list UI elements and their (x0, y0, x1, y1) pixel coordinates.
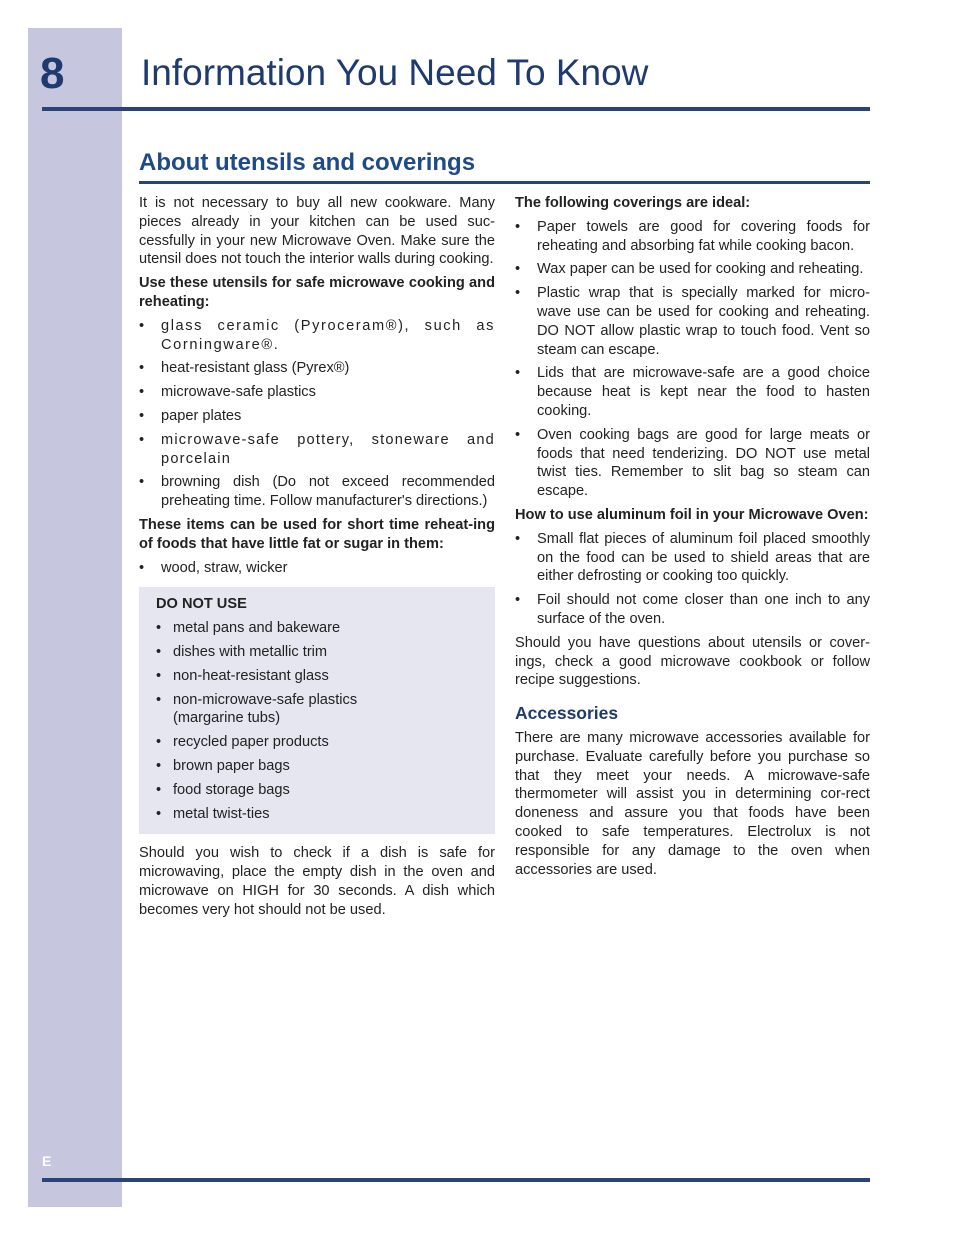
list-item: • recycled paper products (156, 733, 483, 752)
questions-paragraph: Should you have questions about utensils or cover-ings, check a good microwave cookbook or follow recipe suggestions. (515, 634, 870, 689)
coverings-heading: The following coverings are ideal: (515, 195, 751, 211)
section-title: About utensils and coverings (139, 149, 476, 176)
list-item: • brown paper bags (156, 757, 483, 776)
list-item: • Oven cooking bags are good for large meats or foods that need tenderizing. DO NOT use metal twist ties. Remember to slit bag so steam can escape. (515, 426, 870, 501)
right-column (515, 194, 870, 884)
footer-rule (42, 1178, 870, 1182)
list-item: • microwave-safe plastics (139, 383, 495, 402)
page-number: 8 (40, 49, 65, 98)
list-item: • metal pans and bakeware (156, 619, 483, 638)
do-not-use-heading: DO NOT USE (156, 596, 247, 613)
list-item: • glass ceramic (Pyroceram®), such as Corningware®. (139, 317, 495, 355)
list-item: • Lids that are microwave-safe are a good choice because heat is kept near the food to hasten cooking. (515, 364, 870, 420)
left-sidebar-band (28, 28, 122, 1207)
list-item: • non-microwave-safe plastics (margarine tubs) (156, 691, 483, 729)
intro-paragraph: It is not necessary to buy all new cookware. Many pieces already in your kitchen can be used suc-cessfully in your new Microwave Oven. Make sure the utensil does not touch the interior walls during cooking. (139, 195, 495, 268)
list-item: • food storage bags (156, 781, 483, 800)
list-item: • metal twist-ties (156, 805, 483, 824)
list-item: • Small flat pieces of aluminum foil placed smoothly on the food can be used to shield areas that are either defrosting or cooking too quickly. (515, 530, 870, 586)
list-item: • Paper towels are good for covering foods for reheating and absorbing fat while cooking bacon. (515, 218, 870, 256)
header-rule (42, 107, 870, 111)
left-column (139, 194, 495, 925)
page-title: Information You Need To Know (141, 52, 649, 93)
list-item: • microwave-safe pottery, stoneware and porcelain (139, 431, 495, 469)
list-item: • Plastic wrap that is specially marked for micro-wave use can be used for cooking and reheating. DO NOT allow plastic wrap to touch food. Vent so steam can escape. (515, 284, 870, 359)
list-item: • Foil should not come closer than one inch to any surface of the oven. (515, 591, 870, 629)
list-item: • heat-resistant glass (Pyrex®) (139, 359, 495, 378)
accessories-heading: Accessories (515, 703, 619, 724)
list-item: • wood, straw, wicker (139, 559, 495, 578)
list-item: • non-heat-resistant glass (156, 667, 483, 686)
list-item: • Wax paper can be used for cooking and reheating. (515, 260, 870, 279)
foil-heading: How to use aluminum foil in your Microwave Oven: (515, 506, 869, 523)
accessories-paragraph: There are many microwave accessories available for purchase. Evaluate carefully before you purchase so that they meet your needs. A microwave-safe thermometer will assist you in determining cor-rect doneness and assure you that foods have been cooked to safe temperatures. Electrolux is not responsible for any damage to the oven when accessories are used. (515, 729, 870, 878)
dish-check-paragraph: Should you wish to check if a dish is safe for microwaving, place the empty dish in the oven and microwave on HIGH for 30 seconds. A dish which becomes very hot should not be used. (139, 845, 495, 918)
do-not-use-list (156, 619, 483, 823)
short-reheat-heading: These items can be used for short time reheat-ing of foods that have little fat or sugar in them: (139, 516, 495, 552)
safe-utensils-heading: Use these utensils for safe microwave cooking and reheating: (139, 275, 495, 310)
coverings-list (515, 218, 870, 501)
list-item: • dishes with metallic trim (156, 643, 483, 662)
section-rule (139, 181, 870, 184)
safe-utensils-list (139, 317, 495, 511)
do-not-use-box (139, 587, 495, 834)
list-item: • paper plates (139, 407, 495, 426)
short-reheat-list (139, 559, 495, 578)
foil-list (515, 530, 870, 629)
footer-language-letter: E (42, 1153, 52, 1169)
list-item: • browning dish (Do not exceed recommended preheating time. Follow manufacturer's directions.) (139, 473, 495, 511)
